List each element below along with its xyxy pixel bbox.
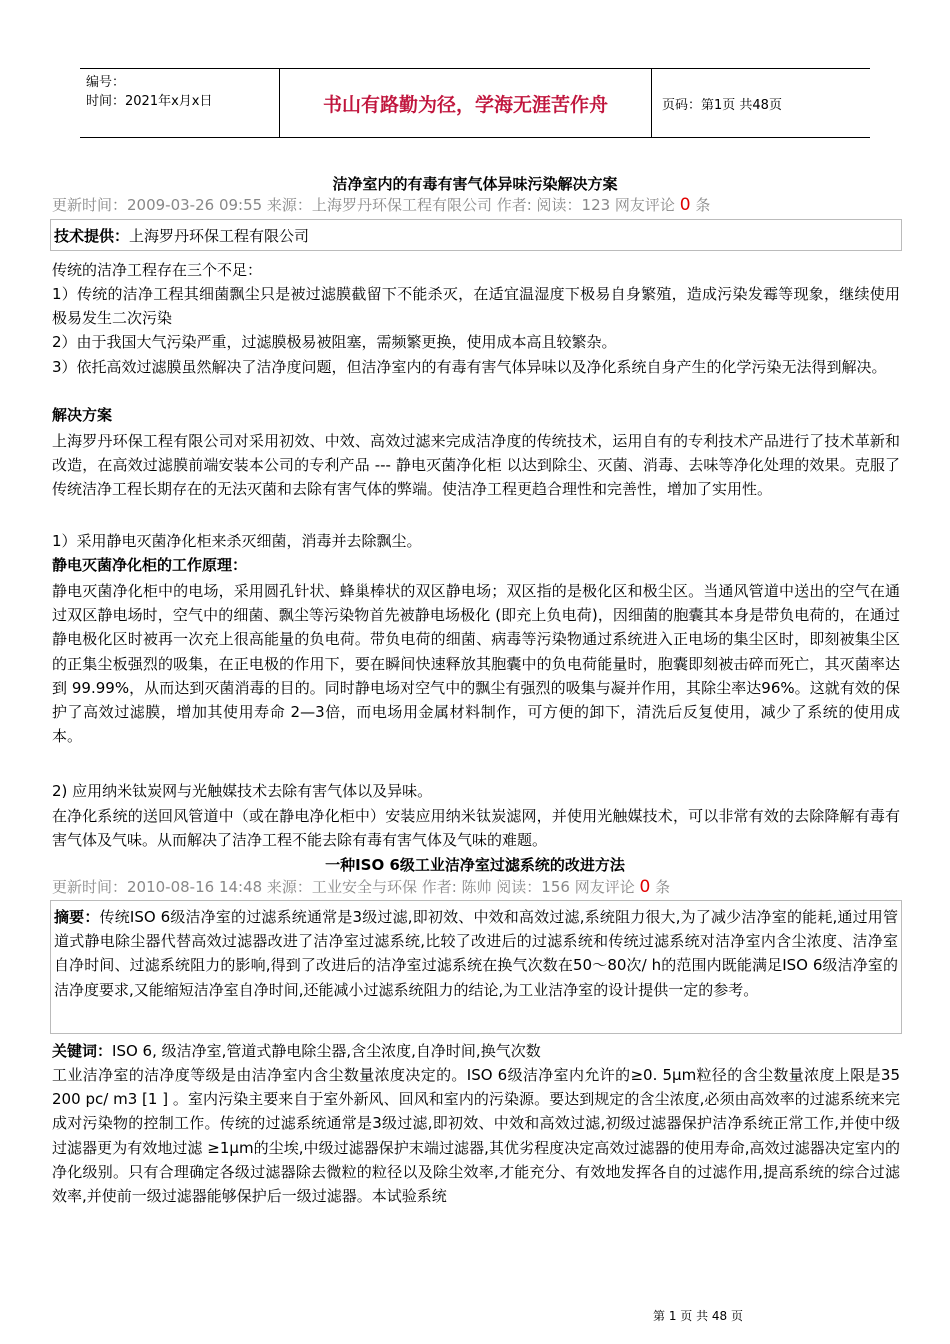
header-time-label: 时间：2021年x月x日 xyxy=(86,94,213,109)
header-page-label: 页码：第1页 共48页 xyxy=(662,97,782,113)
article1-point-3: 3）依托高效过滤膜虽然解决了洁净度问题，但洁净室内的有毒有害气体异味以及净化系统自身产生的化学污染无法得到解决。 xyxy=(52,358,887,376)
abstract-text: 传统ISO 6级洁净室的过滤系统通常是3级过滤,即初效、中效和高效过滤,系统阻力很大,为了减少洁净室的能耗,通过用管道式静电除尘器代替高效过滤器改进了洁净室过滤系统,比较了改进后的过滤系统和传统过滤系统对洁净室内含尘浓度、洁净室自净时间、过滤系统阻力的影响,得到了改进后的洁净室过滤系统在换气次数在50～80次/ h的范围内既能满足ISO 6级洁净室的洁净度要求,又能缩短洁净室自净时间,还能减小过滤系统阻力的结论,为工业洁净室的设计提供一定的参考。 xyxy=(54,908,898,999)
principle-heading: 静电灭菌净化柜的工作原理： xyxy=(52,556,248,574)
solution-text: 上海罗丹环保工程有限公司对采用初效、中效、高效过滤来完成洁净度的传统技术，运用自有的专利技术产品进行了技术革新和改造，在高效过滤膜前端安装本公司的专利产品 --- 静电灭菌净化柜 以达到除尘、灭菌、消毒、去味等净化处理的效果。克服了传统洁净工程长期存在的无法灭菌和去除有害气体的弊端。使洁净工程更趋合理性和完善性，增加了实用性。 xyxy=(52,432,900,499)
article2-meta-suffix: 条 xyxy=(655,878,671,896)
solution-point-2-text: 在净化系统的送回风管道中（或在静电净化柜中）安装应用纳米钛炭滤网，并使用光触媒技术，可以非常有效的去除降解有毒有害气体及气味。从而解决了洁净工程不能去除有毒有害气体及气味的难题。 xyxy=(52,807,900,850)
page-footer: 第 1 页 共 48 页 xyxy=(653,1309,743,1323)
article1-meta-suffix: 条 xyxy=(695,196,711,214)
principle-text: 静电灭菌净化柜中的电场，采用圆孔针状、蜂巢棒状的双区静电场；双区指的是极化区和极尘区。当通风管道中送出的空气在通过双区静电场时，空气中的细菌、飘尘等污染物首先被静电场极化 (即充上负电荷)，因细菌的胞囊其本身是带负电荷的，在通过静电极化区时被再一次充上很高能量的负电荷。带负电荷的细菌、病毒等污染物通过系统进入正电场的集尘区时，即刻被集尘区的正集尘板强烈的吸集，在正电极的作用下，要在瞬间快速释放其胞囊中的负电荷能量时，胞囊即刻被击碎而死亡，其灭菌率达到 99.99%，从而达到灭菌消毒的目的。同时静电场对空气中的飘尘有强烈的吸集与凝并作用，其除尘率达96%。这就有效的保护了高效过滤膜，增加其使用寿命 2—3倍，而电场用金属材料制作，可方便的卸下，清洗后反复使用，减少了系统的使用成本。 xyxy=(52,582,900,746)
header-motto: 书山有路勤为径，学海无涯苦作舟 xyxy=(280,69,652,137)
article1-comment-count[interactable]: 0 xyxy=(679,195,691,215)
article1-point-1: 1）传统的洁净工程其细菌飘尘只是被过滤膜截留下不能杀灭，在适宜温湿度下极易自身繁殖，造成污染发霉等现象，继续使用极易发生二次污染 xyxy=(52,285,900,328)
header-number-label: 编号： xyxy=(86,75,126,90)
article1-meta-text: 更新时间：2009-03-26 09:55 来源：上海罗丹环保工程有限公司 作者: 阅读：123 网友评论 xyxy=(52,196,675,214)
article2-meta-text: 更新时间：2010-08-16 14:48 来源：工业安全与环保 作者: 陈帅 阅读：156 网友评论 xyxy=(52,878,635,896)
article2-meta xyxy=(52,876,670,897)
article2-comment-count[interactable]: 0 xyxy=(639,877,651,897)
solution-point-1: 1）采用静电灭菌净化柜来杀灭细菌，消毒并去除飘尘。 xyxy=(52,532,422,550)
article2-body: 工业洁净室的洁净度等级是由洁净室内含尘数量浓度决定的。ISO 6级洁净室内允许的≥0. 5μm粒径的含尘数量浓度上限是35 200 pc/ m3 [1 ] 。室内污染主要来自于室外新风、回风和室内的污染源。要达到规定的含尘浓度,必须由高效率的过滤系统来完成对污染物的控制工作。传统的过滤系统通常是3级过滤,即初效、中效和高效过滤,初级过滤器保护洁净系统正常工作,并使中级过滤器更为有效地过滤 ≥1μm的尘埃,中级过滤器保护末端过滤器,其优劣程度决定高效过滤器的使用寿命,高效过滤器决定室内的净化级别。只有合理确定各级过滤器除去微粒的粒径以及除尘效率,才能充分、有效地发挥各自的过滤作用,提高系统的综合过滤效率,并使前一级过滤器能够保护后一级过滤器。本试验系统 xyxy=(52,1066,900,1206)
solution-heading: 解决方案 xyxy=(52,406,113,424)
tech-provider-box xyxy=(50,219,902,251)
tech-provider-value: 上海罗丹环保工程有限公司 xyxy=(129,227,310,245)
keywords-label: 关键词： xyxy=(52,1042,113,1060)
keywords-text: ISO 6, 级洁净室,管道式静电除尘器,含尘浓度,自净时间,换气次数 xyxy=(112,1042,541,1060)
article1-intro: 传统的洁净工程存在三个不足： xyxy=(52,261,263,279)
article1-point-2: 2）由于我国大气污染严重，过滤膜极易被阻塞，需频繁更换，使用成本高且较繁杂。 xyxy=(52,333,617,351)
article1-title: 洁净室内的有毒有害气体异味污染解决方案 xyxy=(332,175,618,193)
solution-point-2: 2) 应用纳米钛炭网与光触媒技术去除有害气体以及异味。 xyxy=(52,782,433,800)
article2-title: 一种ISO 6级工业洁净室过滤系统的改进方法 xyxy=(325,856,625,874)
abstract-box xyxy=(50,900,902,1034)
header-meta-cell xyxy=(80,69,280,137)
tech-provider-label: 技术提供： xyxy=(54,227,130,245)
document-header xyxy=(80,68,870,138)
article1-meta xyxy=(52,194,710,215)
keywords-line xyxy=(52,1039,900,1063)
abstract-label: 摘要： xyxy=(54,908,100,926)
